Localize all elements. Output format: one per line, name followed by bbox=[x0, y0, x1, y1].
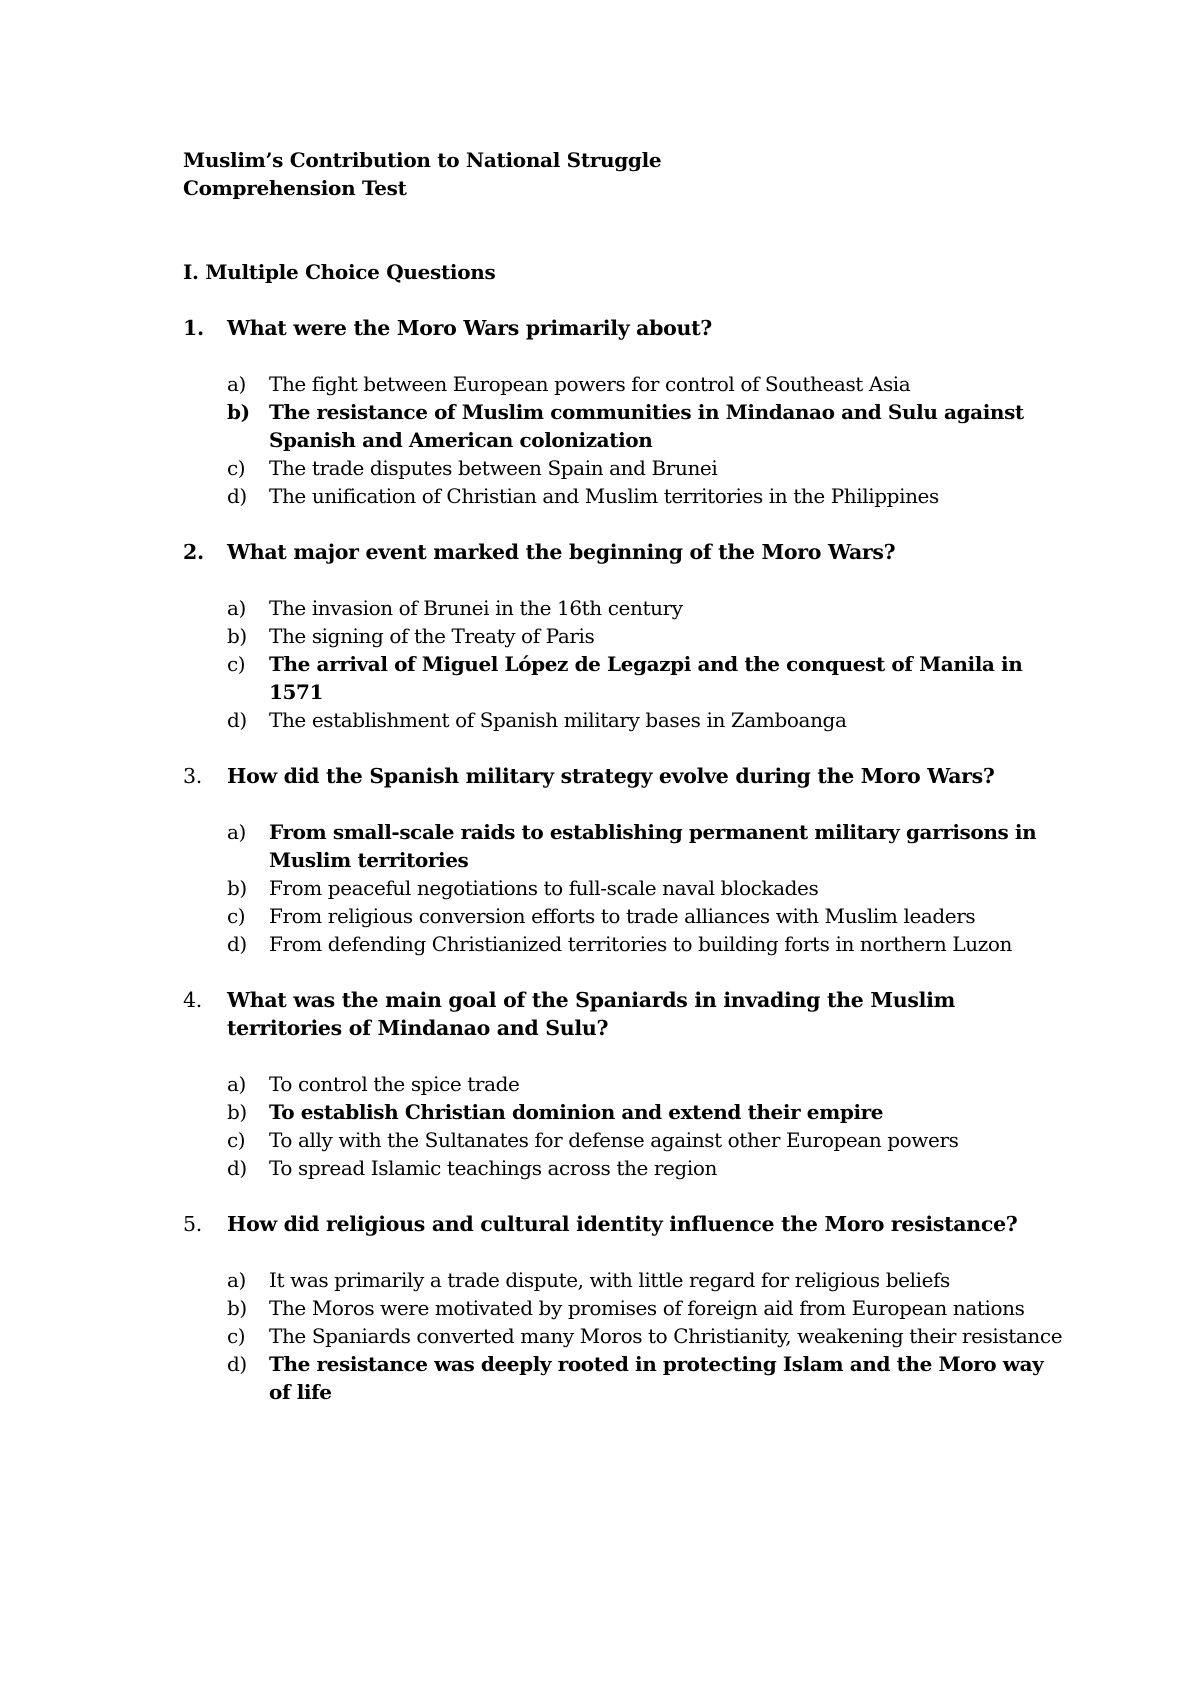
option-letter: b) bbox=[227, 876, 247, 900]
option-item bbox=[227, 482, 1063, 510]
option-text: To ally with the Sultanates for defense against other European powers bbox=[269, 1128, 959, 1152]
question-4 bbox=[183, 986, 1063, 1042]
option-item-correct bbox=[227, 818, 1063, 874]
question-text: What major event marked the beginning of the Moro Wars? bbox=[227, 540, 896, 564]
document-subtitle: Comprehension Test bbox=[183, 176, 407, 200]
option-letter: b) bbox=[227, 400, 250, 424]
option-text: From defending Christianized territories to building forts in northern Luzon bbox=[269, 932, 1012, 956]
option-item bbox=[227, 1266, 1063, 1294]
options-list bbox=[227, 1070, 1063, 1182]
option-item bbox=[227, 622, 1063, 650]
option-letter: d) bbox=[227, 484, 247, 508]
option-text: The establishment of Spanish military bases in Zamboanga bbox=[269, 708, 847, 732]
option-letter: a) bbox=[227, 820, 246, 844]
option-text: It was primarily a trade dispute, with little regard for religious beliefs bbox=[269, 1268, 950, 1292]
option-text: To spread Islamic teachings across the region bbox=[269, 1156, 717, 1180]
question-2 bbox=[183, 538, 1063, 566]
option-letter: c) bbox=[227, 1128, 246, 1152]
question-text: How did religious and cultural identity influence the Moro resistance? bbox=[227, 1212, 1018, 1236]
option-item bbox=[227, 1070, 1063, 1098]
option-letter: d) bbox=[227, 1156, 247, 1180]
option-text: The signing of the Treaty of Paris bbox=[269, 624, 595, 648]
option-item bbox=[227, 902, 1063, 930]
option-text: From peaceful negotiations to full-scale naval blockades bbox=[269, 876, 819, 900]
question-number: 2. bbox=[183, 540, 204, 564]
question-text: How did the Spanish military strategy evolve during the Moro Wars? bbox=[227, 764, 995, 788]
options-list bbox=[227, 370, 1063, 510]
option-text: The Spaniards converted many Moros to Christianity, weakening their resistance bbox=[269, 1324, 1063, 1348]
option-item bbox=[227, 1126, 1063, 1154]
option-letter: a) bbox=[227, 1268, 246, 1292]
option-item bbox=[227, 1154, 1063, 1182]
option-text: The Moros were motivated by promises of foreign aid from European nations bbox=[269, 1296, 1025, 1320]
question-number: 5. bbox=[183, 1212, 202, 1236]
option-letter: d) bbox=[227, 1352, 247, 1376]
option-letter: c) bbox=[227, 456, 246, 480]
option-item bbox=[227, 1294, 1063, 1322]
option-letter: d) bbox=[227, 932, 247, 956]
option-letter: b) bbox=[227, 624, 247, 648]
option-letter: a) bbox=[227, 596, 246, 620]
option-item bbox=[227, 370, 1063, 398]
option-text: To control the spice trade bbox=[269, 1072, 520, 1096]
option-text: The invasion of Brunei in the 16th century bbox=[269, 596, 683, 620]
option-text: The unification of Christian and Muslim territories in the Philippines bbox=[269, 484, 939, 508]
options-list bbox=[227, 1266, 1063, 1406]
option-item bbox=[227, 874, 1063, 902]
option-item bbox=[227, 706, 1063, 734]
option-letter: d) bbox=[227, 708, 247, 732]
question-1 bbox=[183, 314, 1063, 342]
option-item bbox=[227, 594, 1063, 622]
option-letter: a) bbox=[227, 1072, 246, 1096]
question-number: 3. bbox=[183, 764, 202, 788]
option-letter: b) bbox=[227, 1100, 247, 1124]
option-text: The trade disputes between Spain and Brunei bbox=[269, 456, 718, 480]
option-text: The fight between European powers for control of Southeast Asia bbox=[269, 372, 911, 396]
question-3 bbox=[183, 762, 1063, 790]
document-page bbox=[183, 146, 1063, 1406]
document-title: Muslim’s Contribution to National Struggle bbox=[183, 148, 662, 172]
option-letter: b) bbox=[227, 1296, 247, 1320]
question-number: 1. bbox=[183, 316, 204, 340]
option-text: The arrival of Miguel López de Legazpi and the conquest of Manila in 1571 bbox=[269, 652, 1023, 704]
option-text: To establish Christian dominion and extend their empire bbox=[269, 1100, 884, 1124]
option-text: The resistance was deeply rooted in protecting Islam and the Moro way of life bbox=[269, 1352, 1044, 1404]
options-list bbox=[227, 594, 1063, 734]
option-item-correct bbox=[227, 650, 1063, 706]
option-item bbox=[227, 930, 1063, 958]
option-letter: a) bbox=[227, 372, 246, 396]
option-item bbox=[227, 1322, 1063, 1350]
option-text: From religious conversion efforts to trade alliances with Muslim leaders bbox=[269, 904, 976, 928]
section-title: I. Multiple Choice Questions bbox=[183, 260, 496, 284]
option-letter: c) bbox=[227, 1324, 246, 1348]
option-letter: c) bbox=[227, 904, 246, 928]
option-text: The resistance of Muslim communities in Mindanao and Sulu against Spanish and American colonization bbox=[269, 400, 1024, 452]
option-item-correct bbox=[227, 1350, 1063, 1406]
options-list bbox=[227, 818, 1063, 958]
option-text: From small-scale raids to establishing permanent military garrisons in Muslim territories bbox=[269, 820, 1037, 872]
question-5 bbox=[183, 1210, 1063, 1238]
question-text: What was the main goal of the Spaniards in invading the Muslim territories of Mindanao and Sulu? bbox=[227, 988, 955, 1040]
option-letter: c) bbox=[227, 652, 246, 676]
option-item bbox=[227, 454, 1063, 482]
question-text: What were the Moro Wars primarily about? bbox=[227, 316, 713, 340]
option-item-correct bbox=[227, 398, 1063, 454]
option-item-correct bbox=[227, 1098, 1063, 1126]
question-number: 4. bbox=[183, 988, 202, 1012]
